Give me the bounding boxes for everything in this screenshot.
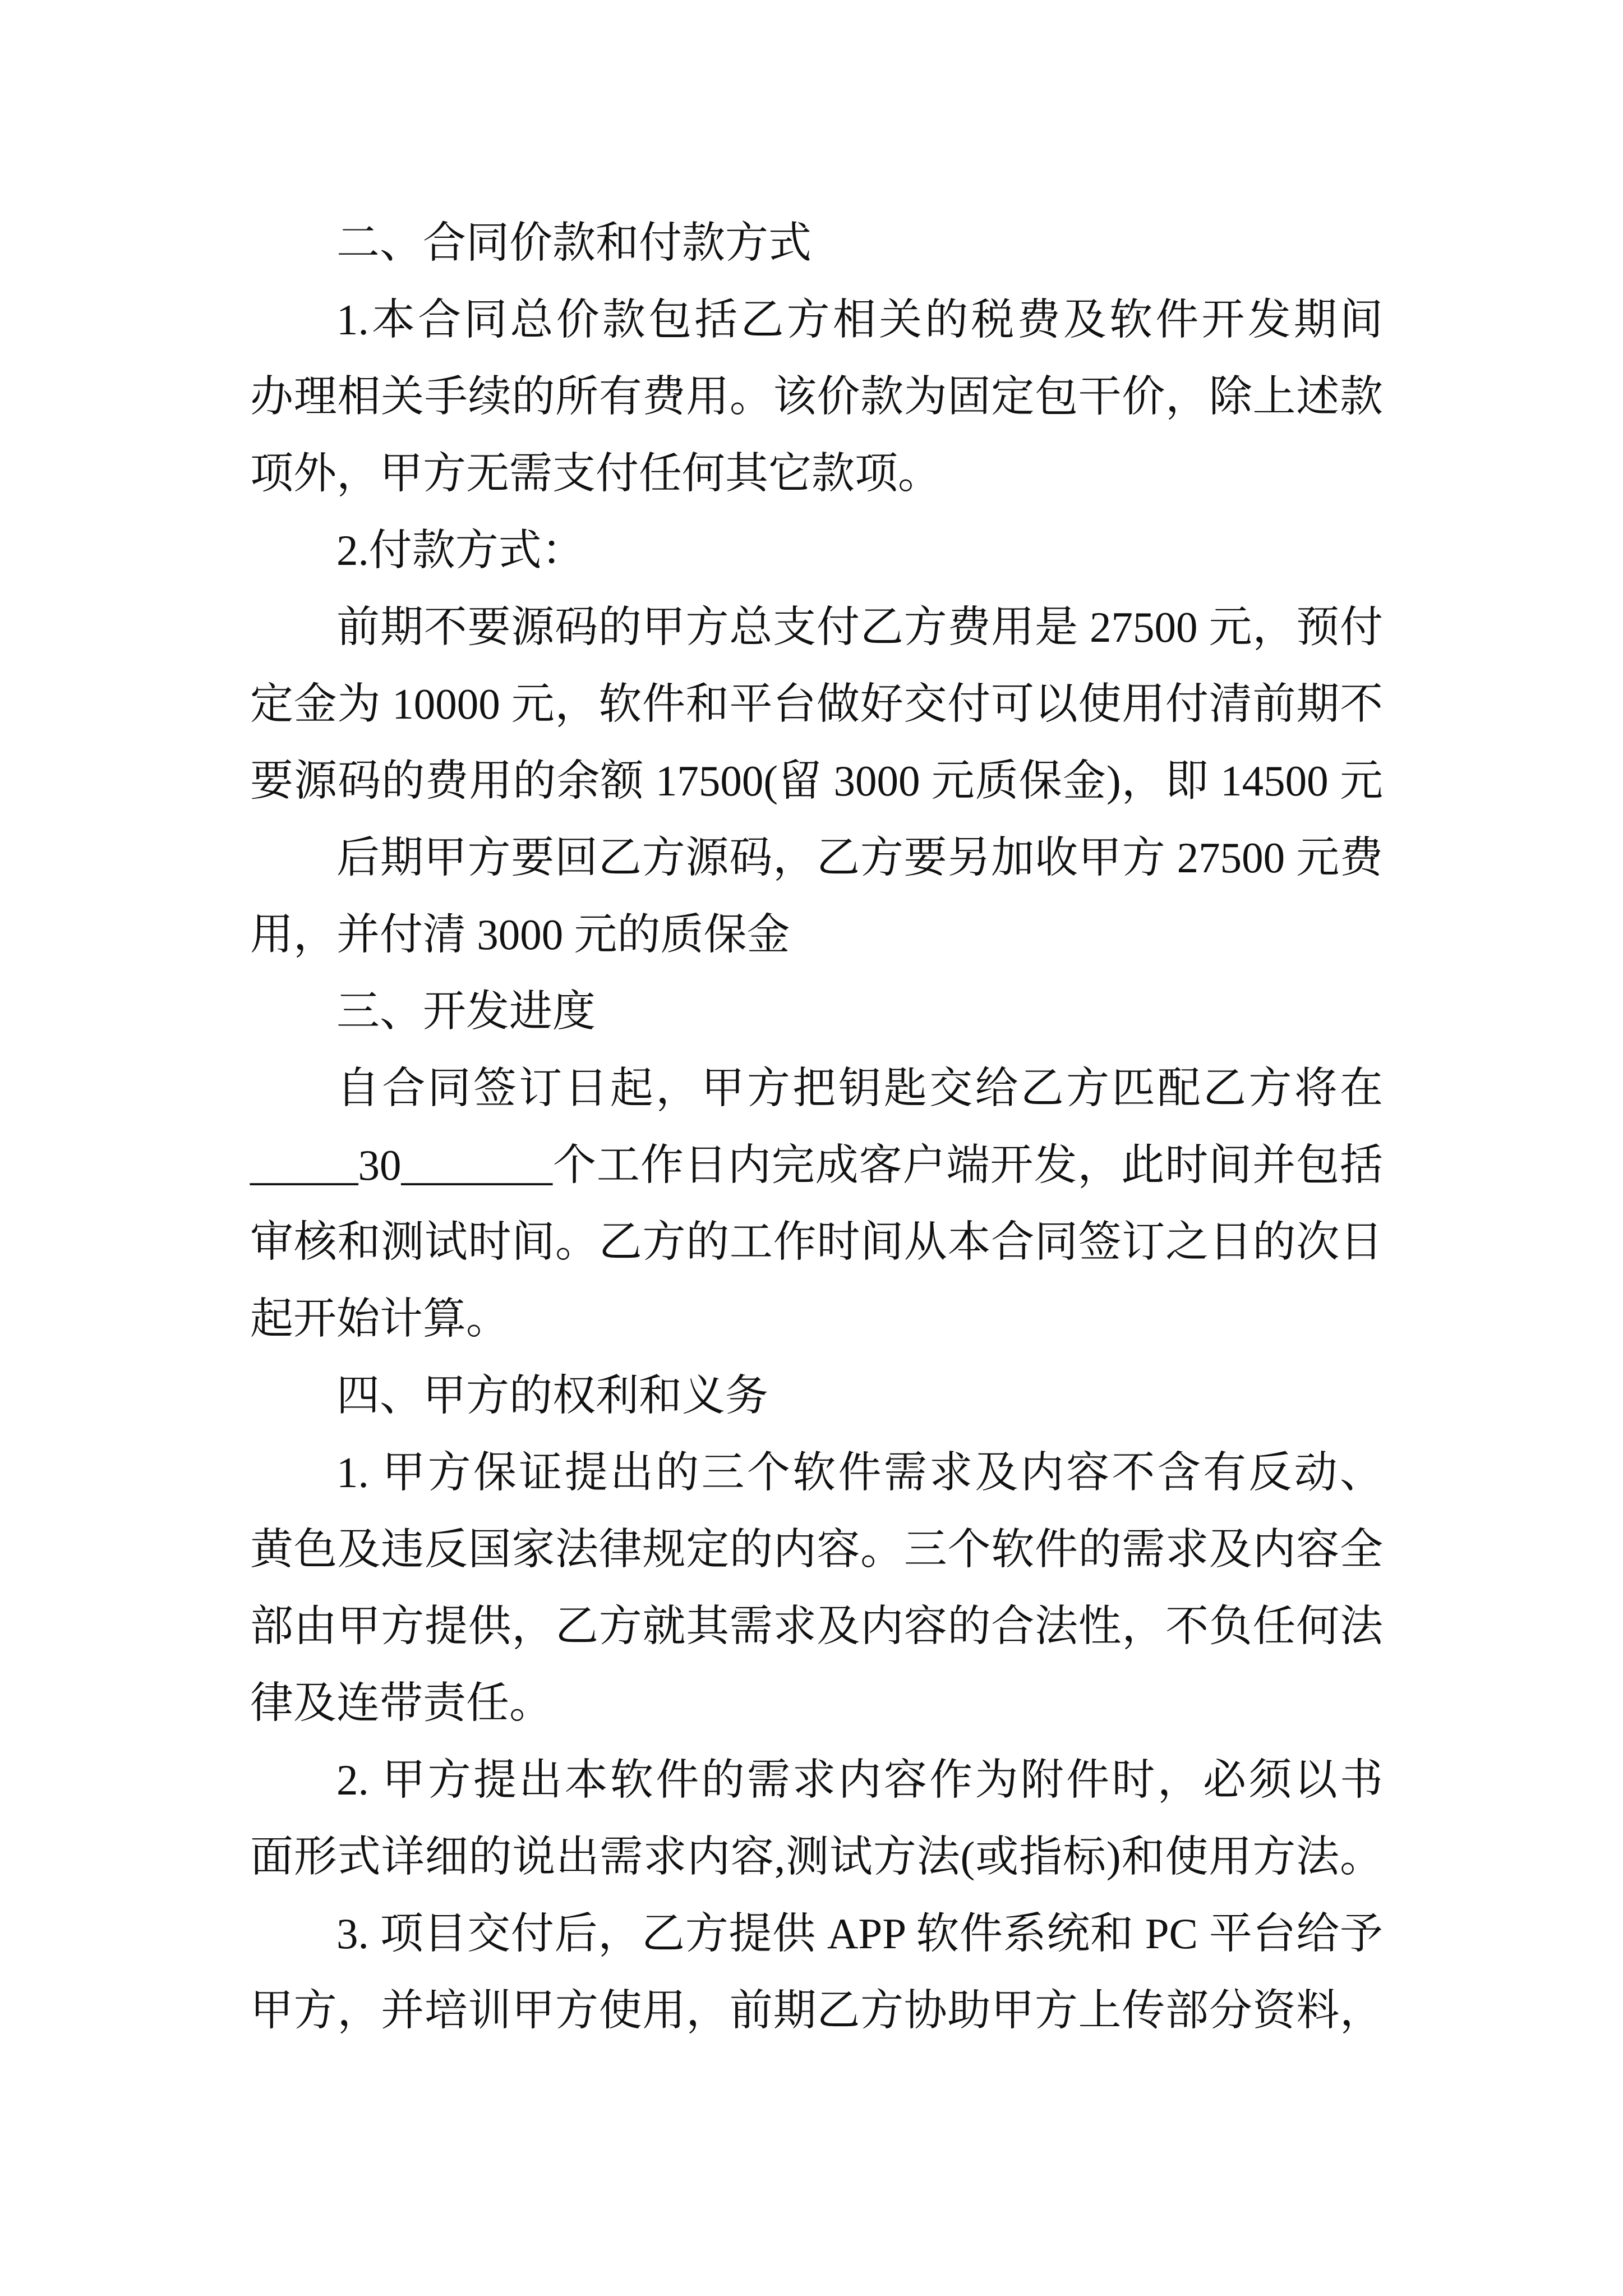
text-line: 用，并付清 3000 元的质保金: [250, 910, 790, 959]
section-contract-price-and-payment: [250, 205, 1383, 973]
text-line: 起开始计算。: [250, 1295, 509, 1343]
text-line: 黄色及违反国家法律规定的内容。三个软件的需求及内容全: [250, 1525, 1383, 1573]
text-line: 3. 项目交付后，乙方提供 APP 软件系统和 PC 平台给予: [336, 1910, 1383, 1958]
section-development-schedule: [250, 973, 1383, 1358]
text-line: 前期不要源码的甲方总支付乙方费用是 27500 元，预付: [336, 603, 1383, 651]
text-line: 2. 甲方提出本软件的需求内容作为附件时，必须以书: [336, 1756, 1383, 1804]
text-line: 1. 甲方保证提出的三个软件需求及内容不含有反动、: [336, 1448, 1383, 1497]
clause-paragraph: [250, 1434, 1383, 1742]
text-line: 项外，甲方无需支付任何其它款项。: [250, 449, 941, 498]
clause-paragraph: [250, 1050, 1383, 1358]
clause-paragraph: [250, 820, 1383, 973]
text-line: 部由甲方提供，乙方就其需求及内容的合法性，不负任何法: [250, 1602, 1383, 1650]
clause-paragraph: [250, 282, 1383, 512]
text-line: 律及连带责任。: [250, 1679, 552, 1727]
text-line: _____30_______个工作日内完成客户端开发，此时间并包括: [250, 1141, 1383, 1189]
text-line: 2.付款方式：: [336, 526, 585, 574]
text-line: 甲方，并培训甲方使用，前期乙方协助甲方上传部分资料，: [250, 1986, 1383, 2035]
text-line: 1.本合同总价款包括乙方相关的税费及软件开发期间: [336, 296, 1383, 344]
section-heading: 四、甲方的权利和义务: [336, 1372, 768, 1420]
clause-paragraph: [250, 1895, 1383, 2049]
clause-paragraph: [250, 589, 1383, 820]
clause-paragraph: [250, 512, 1383, 589]
text-line: 要源码的费用的余额 17500(留 3000 元质保金)，即 14500 元: [250, 757, 1383, 805]
clause-paragraph: [250, 1742, 1383, 1895]
text-line: 自合同签订日起，甲方把钥匙交给乙方匹配乙方将在: [336, 1064, 1383, 1112]
text-line: 办理相关手续的所有费用。该价款为固定包干价，除上述款: [250, 372, 1383, 421]
text-line: 定金为 10000 元，软件和平台做好交付可以使用付清前期不: [250, 680, 1383, 728]
section-party-a-rights-and-obligations: [250, 1358, 1383, 2049]
text-line: 审核和测试时间。乙方的工作时间从本合同签订之日的次日: [250, 1218, 1383, 1266]
text-line: 面形式详细的说出需求内容,测试方法(或指标)和使用方法。: [250, 1833, 1383, 1881]
section-heading: 三、开发进度: [336, 987, 596, 1036]
text-line: 后期甲方要回乙方源码，乙方要另加收甲方 27500 元费: [336, 834, 1383, 882]
section-heading: 二、合同价款和付款方式: [336, 219, 811, 267]
contract-body: [250, 205, 1383, 2049]
